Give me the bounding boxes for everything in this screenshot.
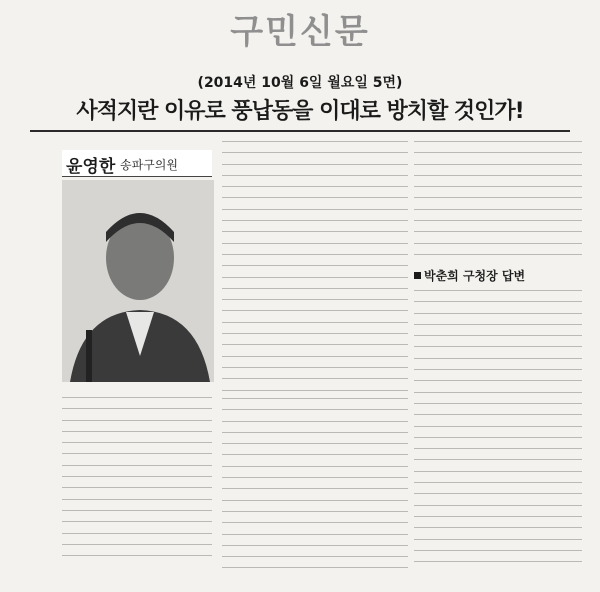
response-subheading — [414, 267, 525, 284]
byline — [62, 150, 212, 177]
headline: 사적지란 이유로 풍납동을 이대로 방치할 것인가! — [76, 99, 524, 124]
body-column-3 — [222, 398, 408, 579]
response-heading-text: 박춘희 구청장 답변 — [424, 269, 526, 283]
masthead: 구민신문 — [230, 12, 370, 52]
dateline: (2014년 10월 6일 월요일 5면) — [197, 75, 403, 91]
body-column-5 — [414, 290, 582, 572]
author-name: 윤영한 — [66, 157, 116, 177]
portrait-photo — [62, 180, 214, 382]
headline-rule — [30, 130, 570, 132]
body-column-2 — [222, 141, 408, 401]
square-bullet-icon — [414, 272, 421, 279]
author-title: 송파구의원 — [120, 158, 178, 172]
body-column-1 — [62, 397, 212, 566]
body-column-4 — [414, 141, 582, 265]
